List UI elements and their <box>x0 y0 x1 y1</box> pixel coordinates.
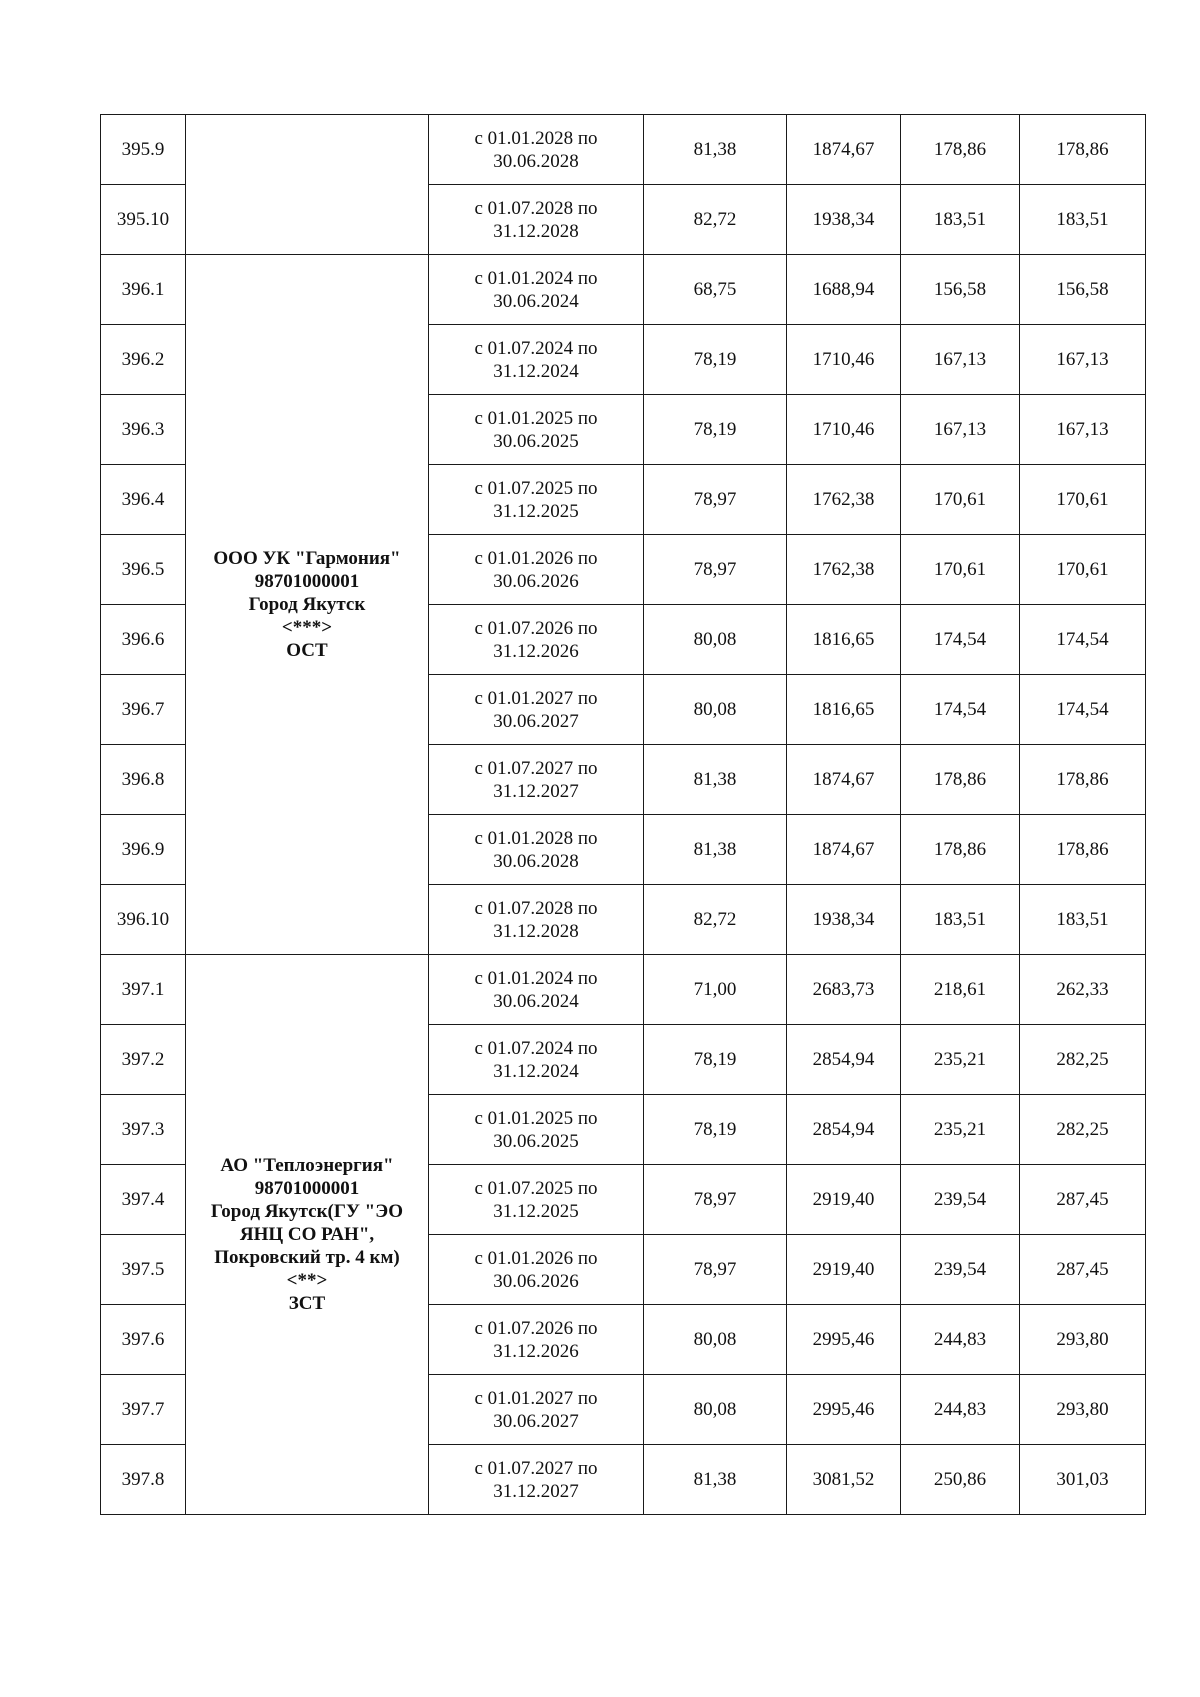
row-number-cell: 396.10 <box>101 885 186 955</box>
period-cell <box>429 1025 644 1095</box>
value-cell-3: 235,21 <box>901 1025 1020 1095</box>
value-cell-4: 178,86 <box>1020 745 1146 815</box>
value-cell-4: 282,25 <box>1020 1025 1146 1095</box>
period-from: с 01.01.2026 по <box>474 547 598 569</box>
period-cell <box>429 395 644 465</box>
value-cell-4: 170,61 <box>1020 465 1146 535</box>
period-cell <box>429 605 644 675</box>
organization-line: 98701000001 <box>254 1178 360 1199</box>
value-cell-4: 156,58 <box>1020 255 1146 325</box>
row-number-cell: 397.2 <box>101 1025 186 1095</box>
value-cell-4: 282,25 <box>1020 1095 1146 1165</box>
period-cell <box>429 255 644 325</box>
value-cell-3: 183,51 <box>901 885 1020 955</box>
value-cell-3: 174,54 <box>901 605 1020 675</box>
period-cell <box>429 325 644 395</box>
period-to: 31.12.2024 <box>493 360 579 382</box>
value-cell-3: 244,83 <box>901 1305 1020 1375</box>
period-from: с 01.07.2028 по <box>474 897 598 919</box>
value-cell-2: 2854,94 <box>787 1025 901 1095</box>
value-cell-3: 170,61 <box>901 535 1020 605</box>
organization-line: <***> <box>281 617 333 638</box>
value-cell-3: 250,86 <box>901 1445 1020 1515</box>
value-cell-1: 81,38 <box>644 115 787 185</box>
period-to: 31.12.2027 <box>493 1480 579 1502</box>
value-cell-2: 3081,52 <box>787 1445 901 1515</box>
period-cell <box>429 675 644 745</box>
value-cell-3: 167,13 <box>901 325 1020 395</box>
value-cell-1: 78,19 <box>644 395 787 465</box>
value-cell-1: 81,38 <box>644 745 787 815</box>
value-cell-2: 2854,94 <box>787 1095 901 1165</box>
organization-line: ООО УК "Гармония" <box>213 548 401 569</box>
organization-line: Город Якутск <box>248 594 366 615</box>
period-from: с 01.01.2027 по <box>474 1387 598 1409</box>
value-cell-4: 287,45 <box>1020 1235 1146 1305</box>
value-cell-3: 218,61 <box>901 955 1020 1025</box>
value-cell-1: 81,38 <box>644 815 787 885</box>
value-cell-2: 1816,65 <box>787 605 901 675</box>
value-cell-1: 78,97 <box>644 465 787 535</box>
organization-cell <box>186 115 429 255</box>
period-cell <box>429 185 644 255</box>
value-cell-2: 2995,46 <box>787 1305 901 1375</box>
table-row <box>101 255 1146 325</box>
period-from: с 01.07.2025 по <box>474 1177 598 1199</box>
value-cell-3: 239,54 <box>901 1235 1020 1305</box>
value-cell-3: 178,86 <box>901 115 1020 185</box>
value-cell-2: 1762,38 <box>787 465 901 535</box>
organization-line: <**> <box>286 1270 328 1291</box>
value-cell-3: 183,51 <box>901 185 1020 255</box>
value-cell-4: 293,80 <box>1020 1375 1146 1445</box>
period-cell <box>429 815 644 885</box>
row-number-cell: 396.3 <box>101 395 186 465</box>
organization-cell <box>186 955 429 1515</box>
period-from: с 01.01.2028 по <box>474 127 598 149</box>
period-to: 30.06.2028 <box>493 850 579 872</box>
period-to: 31.12.2025 <box>493 1200 579 1222</box>
period-from: с 01.07.2027 по <box>474 1457 598 1479</box>
row-number-cell: 396.1 <box>101 255 186 325</box>
period-to: 30.06.2026 <box>493 570 579 592</box>
period-cell <box>429 115 644 185</box>
value-cell-1: 82,72 <box>644 185 787 255</box>
value-cell-4: 178,86 <box>1020 815 1146 885</box>
value-cell-4: 167,13 <box>1020 395 1146 465</box>
period-cell <box>429 1165 644 1235</box>
period-from: с 01.01.2025 по <box>474 1107 598 1129</box>
period-to: 30.06.2027 <box>493 710 579 732</box>
period-from: с 01.01.2024 по <box>474 267 598 289</box>
value-cell-4: 293,80 <box>1020 1305 1146 1375</box>
table-row <box>101 955 1146 1025</box>
period-to: 31.12.2028 <box>493 920 579 942</box>
value-cell-3: 174,54 <box>901 675 1020 745</box>
value-cell-3: 178,86 <box>901 815 1020 885</box>
period-cell <box>429 1305 644 1375</box>
value-cell-3: 239,54 <box>901 1165 1020 1235</box>
value-cell-4: 287,45 <box>1020 1165 1146 1235</box>
period-from: с 01.07.2024 по <box>474 337 598 359</box>
value-cell-2: 1938,34 <box>787 885 901 955</box>
value-cell-2: 2919,40 <box>787 1235 901 1305</box>
value-cell-1: 78,19 <box>644 325 787 395</box>
value-cell-2: 1710,46 <box>787 325 901 395</box>
row-number-cell: 397.7 <box>101 1375 186 1445</box>
value-cell-1: 81,38 <box>644 1445 787 1515</box>
row-number-cell: 396.5 <box>101 535 186 605</box>
row-number-cell: 397.1 <box>101 955 186 1025</box>
value-cell-1: 78,97 <box>644 535 787 605</box>
row-number-cell: 397.8 <box>101 1445 186 1515</box>
period-cell <box>429 1445 644 1515</box>
value-cell-4: 167,13 <box>1020 325 1146 395</box>
period-from: с 01.01.2027 по <box>474 687 598 709</box>
row-number-cell: 396.9 <box>101 815 186 885</box>
period-cell <box>429 1375 644 1445</box>
period-to: 30.06.2024 <box>493 990 579 1012</box>
organization-line: АО "Теплоэнергия" <box>220 1155 394 1176</box>
value-cell-4: 170,61 <box>1020 535 1146 605</box>
period-from: с 01.01.2026 по <box>474 1247 598 1269</box>
value-cell-2: 1938,34 <box>787 185 901 255</box>
value-cell-2: 1874,67 <box>787 115 901 185</box>
tariff-table <box>100 114 1146 1515</box>
row-number-cell: 397.3 <box>101 1095 186 1165</box>
organization-line: 98701000001 <box>254 571 360 592</box>
value-cell-1: 78,19 <box>644 1025 787 1095</box>
value-cell-1: 80,08 <box>644 605 787 675</box>
value-cell-2: 2919,40 <box>787 1165 901 1235</box>
organization-line: ЗСТ <box>288 1293 326 1314</box>
value-cell-3: 167,13 <box>901 395 1020 465</box>
value-cell-1: 80,08 <box>644 1305 787 1375</box>
value-cell-1: 78,19 <box>644 1095 787 1165</box>
value-cell-3: 235,21 <box>901 1095 1020 1165</box>
value-cell-2: 1762,38 <box>787 535 901 605</box>
organization-line: Покровский тр. 4 км) <box>214 1247 400 1268</box>
value-cell-2: 1874,67 <box>787 745 901 815</box>
period-cell <box>429 745 644 815</box>
period-from: с 01.07.2026 по <box>474 617 598 639</box>
row-number-cell: 396.7 <box>101 675 186 745</box>
value-cell-1: 78,97 <box>644 1235 787 1305</box>
row-number-cell: 397.5 <box>101 1235 186 1305</box>
period-to: 30.06.2026 <box>493 1270 579 1292</box>
row-number-cell: 395.10 <box>101 185 186 255</box>
period-to: 31.12.2025 <box>493 500 579 522</box>
period-from: с 01.01.2024 по <box>474 967 598 989</box>
period-from: с 01.07.2026 по <box>474 1317 598 1339</box>
row-number-cell: 396.8 <box>101 745 186 815</box>
organization-line: Город Якутск(ГУ "ЭО <box>210 1201 404 1222</box>
value-cell-4: 174,54 <box>1020 605 1146 675</box>
period-to: 31.12.2026 <box>493 1340 579 1362</box>
period-to: 30.06.2027 <box>493 1410 579 1432</box>
period-cell <box>429 535 644 605</box>
value-cell-3: 170,61 <box>901 465 1020 535</box>
value-cell-4: 183,51 <box>1020 885 1146 955</box>
row-number-cell: 395.9 <box>101 115 186 185</box>
value-cell-3: 244,83 <box>901 1375 1020 1445</box>
value-cell-3: 156,58 <box>901 255 1020 325</box>
period-from: с 01.01.2028 по <box>474 827 598 849</box>
value-cell-2: 2683,73 <box>787 955 901 1025</box>
period-from: с 01.01.2025 по <box>474 407 598 429</box>
value-cell-1: 82,72 <box>644 885 787 955</box>
period-to: 30.06.2025 <box>493 430 579 452</box>
period-from: с 01.07.2024 по <box>474 1037 598 1059</box>
period-cell <box>429 1235 644 1305</box>
organization-cell <box>186 255 429 955</box>
period-to: 30.06.2028 <box>493 150 579 172</box>
value-cell-4: 178,86 <box>1020 115 1146 185</box>
value-cell-4: 174,54 <box>1020 675 1146 745</box>
value-cell-2: 2995,46 <box>787 1375 901 1445</box>
value-cell-1: 78,97 <box>644 1165 787 1235</box>
table-row <box>101 115 1146 185</box>
period-cell <box>429 465 644 535</box>
period-from: с 01.07.2025 по <box>474 477 598 499</box>
period-cell <box>429 885 644 955</box>
table-body <box>101 115 1146 1515</box>
period-to: 30.06.2024 <box>493 290 579 312</box>
organization-line: ЯНЦ СО РАН", <box>239 1224 375 1245</box>
row-number-cell: 396.2 <box>101 325 186 395</box>
period-from: с 01.07.2028 по <box>474 197 598 219</box>
period-to: 31.12.2024 <box>493 1060 579 1082</box>
value-cell-1: 80,08 <box>644 1375 787 1445</box>
organization-line: ОСТ <box>286 640 328 661</box>
period-to: 31.12.2027 <box>493 780 579 802</box>
value-cell-4: 183,51 <box>1020 185 1146 255</box>
value-cell-2: 1688,94 <box>787 255 901 325</box>
value-cell-2: 1816,65 <box>787 675 901 745</box>
row-number-cell: 396.6 <box>101 605 186 675</box>
period-to: 30.06.2025 <box>493 1130 579 1152</box>
period-from: с 01.07.2027 по <box>474 757 598 779</box>
row-number-cell: 397.4 <box>101 1165 186 1235</box>
value-cell-1: 71,00 <box>644 955 787 1025</box>
value-cell-2: 1710,46 <box>787 395 901 465</box>
value-cell-2: 1874,67 <box>787 815 901 885</box>
value-cell-4: 262,33 <box>1020 955 1146 1025</box>
row-number-cell: 397.6 <box>101 1305 186 1375</box>
row-number-cell: 396.4 <box>101 465 186 535</box>
period-to: 31.12.2028 <box>493 220 579 242</box>
value-cell-3: 178,86 <box>901 745 1020 815</box>
period-cell <box>429 955 644 1025</box>
value-cell-1: 68,75 <box>644 255 787 325</box>
value-cell-1: 80,08 <box>644 675 787 745</box>
period-to: 31.12.2026 <box>493 640 579 662</box>
period-cell <box>429 1095 644 1165</box>
value-cell-4: 301,03 <box>1020 1445 1146 1515</box>
